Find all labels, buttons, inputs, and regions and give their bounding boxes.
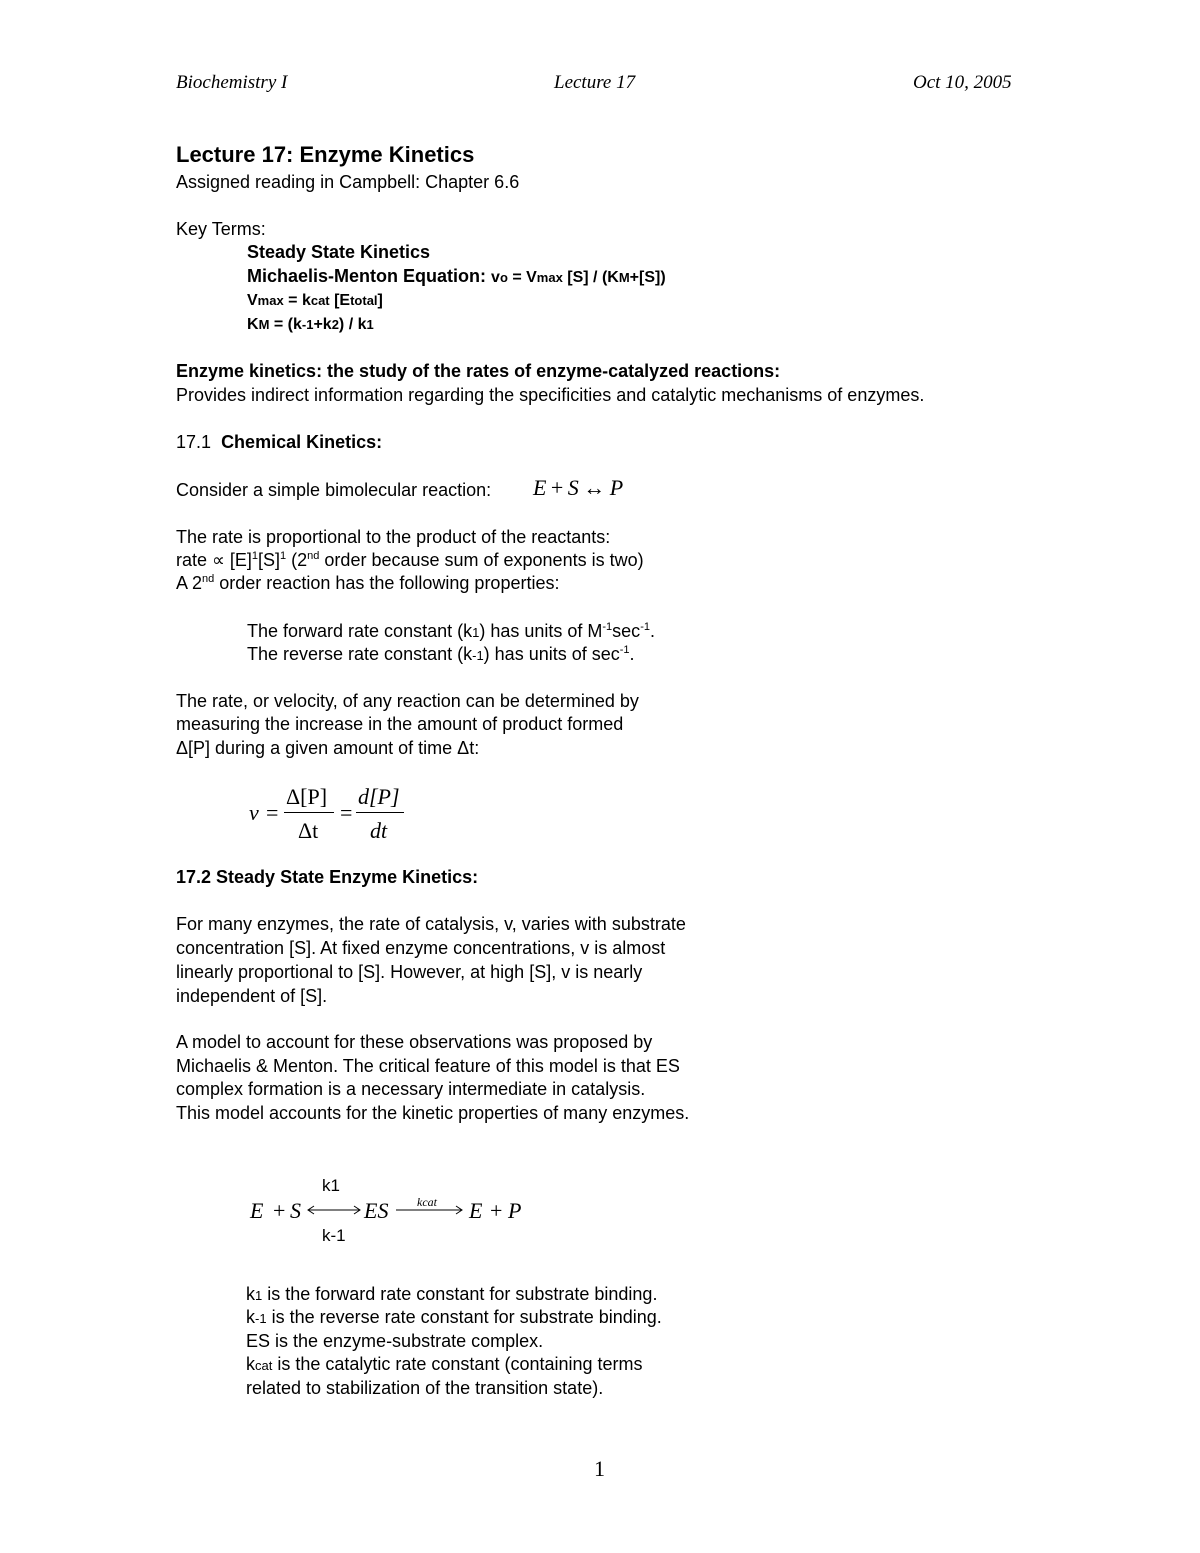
k-minus1-label: k-1 bbox=[322, 1226, 346, 1245]
velocity-line-3: Δ[P] during a given amount of time Δt: bbox=[176, 738, 480, 758]
def-k-minus1: k-1 is the reverse rate constant for substrate binding. bbox=[246, 1307, 662, 1327]
catalysis-arrow bbox=[394, 1200, 466, 1220]
key-terms-label: Key Terms: bbox=[176, 219, 266, 239]
def-es: ES is the enzyme-substrate complex. bbox=[246, 1331, 544, 1351]
equilibrium-arrow bbox=[304, 1200, 364, 1220]
section-17-1-heading: 17.1 Chemical Kinetics: bbox=[176, 432, 383, 452]
def-kcat-cont: related to stabilization of the transition state). bbox=[246, 1378, 604, 1398]
header-course: Biochemistry I bbox=[176, 72, 288, 93]
page-number: 1 bbox=[594, 1456, 605, 1481]
velocity-line-1: The rate, or velocity, of any reaction can be determined by bbox=[176, 691, 639, 711]
bimolecular-reaction: E + S ↔ P bbox=[533, 475, 624, 500]
forward-rate-constant: The forward rate constant (k1) has units of $M^{-1}\sec^{-1}$. bbox=[247, 621, 655, 641]
key-term-steady-state: Steady State Kinetics bbox=[247, 242, 431, 262]
def-kcat: kcat is the catalytic rate constant (containing terms bbox=[246, 1354, 643, 1374]
velocity-line-2: measuring the increase in the amount of product formed bbox=[176, 714, 624, 734]
consider-text: Consider a simple bimolecular reaction: bbox=[176, 480, 492, 500]
reverse-rate-constant: The reverse rate constant (k-1) has units of $\sec^{-1}$. bbox=[247, 644, 635, 664]
header-date: Oct 10, 2005 bbox=[913, 72, 1012, 93]
para2-line-4: This model accounts for the kinetic properties of many enzymes. bbox=[176, 1103, 690, 1123]
mm-label: Michaelis-Menton Equation: bbox=[247, 266, 487, 286]
key-term-vmax: Vmax = kcat [Etotal] bbox=[247, 292, 383, 309]
key-term-michaelis-menton bbox=[247, 265, 666, 289]
assigned-reading: Assigned reading in Campbell: Chapter 6.6 bbox=[176, 172, 520, 192]
rate-proportional: rate ∝ $[E]^1[S]^1$ (2nd order because sum of exponents is two) bbox=[176, 550, 644, 570]
mm-equation: vo = Vmax [S] / (KM+[S]) bbox=[491, 269, 666, 286]
k1-label: k1 bbox=[322, 1176, 340, 1195]
para2-line-2: Michaelis & Menton. The critical feature of this model is that ES bbox=[176, 1056, 680, 1076]
para1-line-3: linearly proportional to [S]. However, at high [S], v is nearly bbox=[176, 962, 643, 982]
page-title: Lecture 17: Enzyme Kinetics bbox=[176, 142, 475, 167]
key-term-km: KM = (k-1+k2) / k1 bbox=[247, 316, 374, 333]
para2-line-3: complex formation is a necessary intermediate in catalysis. bbox=[176, 1079, 646, 1099]
header-lecture: Lecture 17 bbox=[554, 72, 636, 93]
para1-line-1: For many enzymes, the rate of catalysis, v, varies with substrate bbox=[176, 914, 686, 934]
second-order-properties: A 2nd order reaction has the following properties: bbox=[176, 573, 560, 593]
enzyme-kinetics-text: Provides indirect information regarding the specificities and catalytic mechanisms of enzymes. bbox=[176, 385, 925, 405]
rate-intro: The rate is proportional to the product of the reactants: bbox=[176, 527, 611, 547]
section-17-2-heading: 17.2 Steady State Enzyme Kinetics: bbox=[176, 867, 479, 887]
para2-line-1: A model to account for these observations was proposed by bbox=[176, 1032, 653, 1052]
para1-line-4: independent of [S]. bbox=[176, 986, 328, 1006]
enzyme-kinetics-heading: Enzyme kinetics: the study of the rates of enzyme-catalyzed reactions: bbox=[176, 361, 781, 381]
para1-line-2: concentration [S]. At fixed enzyme concentrations, v is almost bbox=[176, 938, 666, 958]
def-k1: k1 is the forward rate constant for substrate binding. bbox=[246, 1284, 658, 1304]
kcat-label: kcat bbox=[417, 1195, 437, 1209]
